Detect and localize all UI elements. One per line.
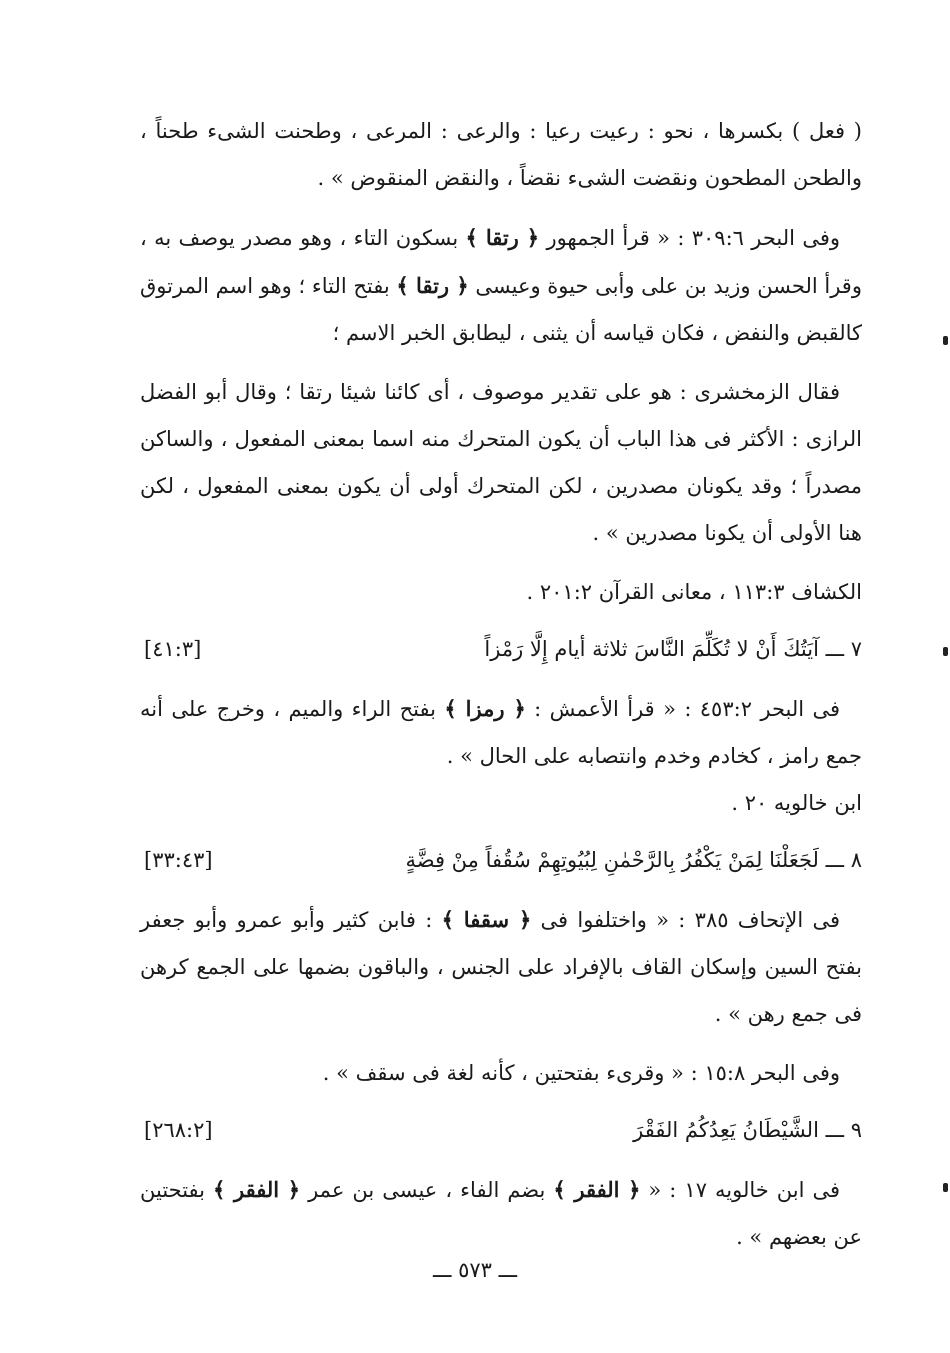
paragraph-6: [140, 780, 862, 827]
verse-9-text: ٩ ـــ الشَّيْطَانُ يَعِدُكُمُ الفَقْرَ: [633, 1118, 862, 1142]
reading-ramza: ﴿ رمزا ﴾: [444, 696, 526, 721]
paragraph-7: [140, 896, 862, 1038]
paragraph-5: [140, 685, 862, 780]
paragraph-8-text: وفى البحر ١٥:٨ : « وقرىء بفتحتين ، كأنه لغة فى سقف » .: [322, 1061, 840, 1085]
paragraph-8: [140, 1050, 862, 1097]
verse-7: [140, 626, 862, 673]
paragraph-3: [140, 369, 862, 557]
verse-7-reference: [٤١:٣]: [144, 637, 202, 661]
paragraph-9-text-a: فى ابن خالويه ١٧ : «: [640, 1178, 841, 1202]
verse-9-reference: [٢٦٨:٢]: [144, 1118, 213, 1142]
scan-edge-mark: [943, 336, 948, 345]
verse-9: [140, 1107, 862, 1154]
paragraph-3-text: فقال الزمخشرى : هو على تقدير موصوف ، أى كائنا شيئا رتقا ؛ وقال أبو الفضل الرازى : الأكثر فى هذا الباب أن يكون المتحرك منه اسما بمعنى المفعول ، والساكن مصدراً ؛ وقد يكونان مصدرين ، لكن المتحرك أولى أن يكون بمعنى المفعول ، لكن هنا الأولى أن يكونا مصدرين » .: [140, 380, 862, 545]
reading-suqufa: ﴿ سقفا ﴾: [441, 907, 532, 932]
reading-ratqa-2: ﴿ رتقا ﴾: [396, 273, 469, 298]
paragraph-2-text-a: وفى البحر ٣٠٩:٦ : « قرأ الجمهور: [539, 226, 841, 250]
paragraph-7-text-a: فى الإتحاف ٣٨٥ : « واختلفوا فى: [531, 908, 840, 932]
paragraph-9-text-b: بضم الفاء ، عيسى بن عمر: [300, 1178, 554, 1202]
scan-edge-mark: [943, 647, 948, 656]
verse-8-reference: [٣٣:٤٣]: [144, 848, 213, 872]
verse-8-text: ٨ ـــ لَجَعَلْنَا لِمَنْ يَكْفُرُ بِالرَّحْمٰنِ لِبُيُوتِهِمْ سُقُفاً مِنْ فِضَّةٍ: [405, 848, 862, 872]
paragraph-9-text-c: بفتحتين عن بعضهم » .: [140, 1178, 862, 1249]
reading-ratqa-1: ﴿ رتقا ﴾: [465, 225, 540, 250]
paragraph-4-text: الكشاف ١١٣:٣ ، معانى القرآن ٢٠١:٢ .: [526, 580, 862, 604]
verse-7-text: ٧ ـــ آيَتُكَ أَنْ لا تُكَلِّمَ النَّاسَ ثلاثة أيام إِلَّا رَمْزاً: [484, 637, 862, 661]
verse-8: [140, 837, 862, 884]
page-body: [140, 108, 862, 1261]
paragraph-2-text-b: بسكون التاء ، وهو مصدر يوصف به ، وقرأ الحسن وزيد بن على وأبى حيوة وعيسى: [140, 226, 862, 298]
paragraph-5-text-b: بفتح الراء والميم ، وخرج على أنه جمع رامز ، كخادم وخدم وانتصابه على الحال » .: [140, 697, 862, 768]
paragraph-4: [140, 569, 862, 616]
paragraph-1-text: ( فعل ) بكسرها ، نحو : رعيت رعيا : والرعى : المرعى ، وطحنت الشىء طحناً ، والطحن المطحون ونقضت الشىء نقضاً ، والنقض المنقوض » .: [140, 119, 862, 190]
scan-edge-mark: [943, 1183, 948, 1192]
reading-faqr-1: ﴿ الفقر ﴾: [553, 1177, 641, 1202]
paragraph-6-text: ابن خالويه ٢٠ .: [731, 791, 862, 815]
paragraph-2: [140, 214, 862, 357]
paragraph-7-text-b: : فابن كثير وأبو عمرو وأبو جعفر بفتح السين وإسكان القاف بالإفراد على الجنس ، والباقون بضمها على الجمع كرهن فى جمع رهن » .: [140, 908, 862, 1026]
page-number: ـــ ٥٧٣ ـــ: [432, 1258, 518, 1282]
reading-faqr-2: ﴿ الفقر ﴾: [213, 1177, 301, 1202]
paragraph-2-text-c: بفتح التاء ؛ وهو اسم المرتوق كالقبض والنفض ، فكان قياسه أن يثنى ، ليطابق الخبر الاسم ؛: [140, 274, 862, 345]
paragraph-9: [140, 1166, 862, 1261]
paragraph-1: [140, 108, 862, 202]
paragraph-5-text-a: فى البحر ٤٥٣:٢ : « قرأ الأعمش :: [525, 697, 840, 721]
